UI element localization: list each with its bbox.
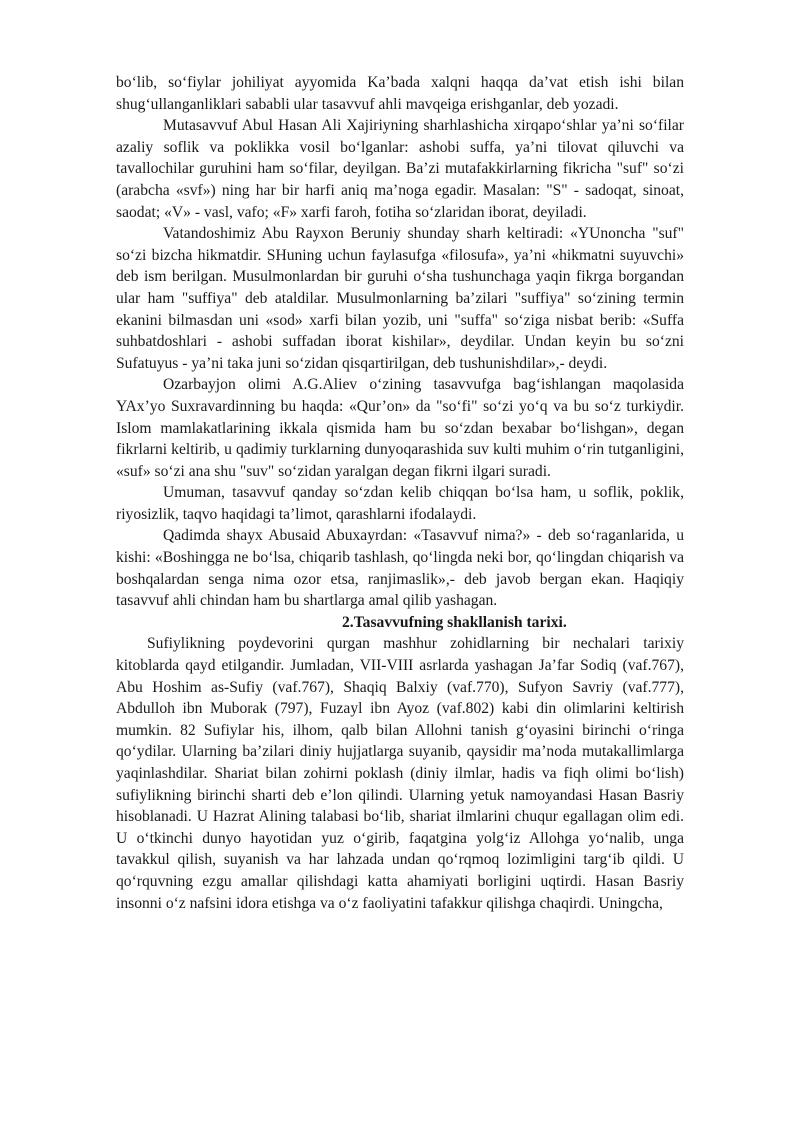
- paragraph-abusaid: Qadimda shayx Abusaid Abuxayrdan: «Tasavvuf nima?» - deb so‘raganlarida, u kishi: «Boshingga ne bo‘lsa, chiqarib tashlash, qo‘lingda neki bor, qo‘lingdan chiqarish va boshqalardan senga nima ozor etsa, ranjimaslik»,- deb javob bergan ekan. Haqiqiy tasavvuf ahli chindan ham bu shartlarga amal qilib yashagan.: [116, 527, 684, 610]
- paragraph-continuation: bo‘lib, so‘fiylar johiliyat ayyomida Ka’bada xalqni haqqa da’vat etish ishi bilan shug‘ullanganliklari sababli ular tasavvuf ahli mavqeiga erishganlar, deb yozadi.: [116, 74, 684, 113]
- paragraph-xajiriy: Mutasavvuf Abul Hasan Ali Xajiriyning sharhlashicha xirqapo‘shlar ya’ni so‘filar azaliy soflik va poklikka vosil bo‘lganlar: ashobi suffa, ya’ni tilovat qiluvchi va tavallochilar guruhini ham so‘filar, deyilgan. Ba’zi mutafakkirlarning fikricha "suf" so‘zi (arabcha «svf») ning har bir harfi aniq ma’noga egadir. Masalan: "S" - sadoqat, sinoat, saodat; «V» - vasl, vafo; «F» xarfi faroh, fotiha so‘zlaridan iborat, deyiladi.: [116, 117, 684, 221]
- section-heading: 2.Tasavvufning shakllanish tarixi.: [342, 613, 567, 631]
- paragraph-umuman: Umuman, tasavvuf qanday so‘zdan kelib chiqqan bo‘lsa ham, u soflik, poklik, riyosizlik, taqvo haqidagi ta’limot, qarashlarni ifodalaydi.: [116, 484, 684, 523]
- paragraph-aliev: Ozarbayjon olimi A.G.Aliev o‘zining tasavvufga bag‘ishlangan maqolasida YAx’yo Suxravardinning bu haqda: «Qur’on» da "so‘fi" so‘zi yo‘q va bu so‘z turkiydir. Islom mamlakatlarining ikkala qismida ham bu so‘zdan bexabar bo‘lishgan», degan fikrlarni keltirib, u qadimiy turklarning dunyoqarashida suv kulti muhim o‘rin tutganligini, «suf» so‘zi ana shu "suv" so‘zidan yaralgan degan fikrni ilgari suradi.: [116, 376, 684, 480]
- paragraph-history: Sufiylikning poydevorini qurgan mashhur zohidlarning bir nechalari tarixiy kitoblarda qayd etilgandir. Jumladan, VII-VIII asrlarda yashagan Ja’far Sodiq (vaf.767), Abu Hoshim as-Sufiy (vaf.767), Shaqiq Balxiy (vaf.770), Sufyon Savriy (vaf.777), Abdulloh ibn Muborak (797), Fuzayl ibn Ayoz (vaf.802) kabi din olimlarini keltirish mumkin. 82 Sufiylar his, ilhom, qalb bilan Allohni tanish g‘oyasini birinchi o‘ringa qo‘ydilar. Ularning ba’zilari diniy hujjatlarga suyanib, qaysidir ma’noda mutakallimlarga yaqinlashdilar. Shariat bilan zohirni poklash (diniy ilmlar, hadis va fiqh olimi bo‘lish) sufiylikning birinchi sharti deb e’lon qilindi. Ularning yetuk namoyandasi Hasan Basriy hisoblanadi. U Hazrat Alining talabasi bo‘lib, shariat ilmlarini chuqur egallagan olim edi. U o‘tkinchi dunyo hayotidan yuz o‘girib, faqatgina yolg‘iz Allohga yo‘nalib, unga tavakkul qilish, suyanish va har lahzada undan qo‘rqmoq lozimligini targ‘ib qildi. U qo‘rquvning ezgu amallar qilishdagi katta ahamiyati borligini uqtirdi. Hasan Basriy insonni o‘z nafsini idora etishga va o‘z faoliyatini tafakkur qilishga chaqirdi. Uningcha,: [116, 635, 684, 912]
- document-page: [116, 72, 684, 914]
- paragraph-beruniy: Vatandoshimiz Abu Rayxon Beruniy shunday sharh keltiradi: «YUnoncha "suf" so‘zi bizcha hikmatdir. SHuning uchun faylasufga «filosufa», ya’ni «hikmatni suyuvchi» deb ism berilgan. Musulmonlardan bir guruhi o‘sha tushunchaga yaqin fikrga borgandan ular ham "suffiya" deb ataldilar. Musulmonlarning ba’zilari "suffiya" so‘zining termin ekanini bilmasdan uni «sod» xarfi bilan yozib, uni "suffa" so‘ziga nisbat berib: «Suffa suhbatdoshlari - ashobi suffadan iborat kishilar», deydilar. Undan keyin bu so‘zni Sufatuyus - ya’ni taka juni so‘zidan qisqartirilgan, deb tushunishdilar»,- deydi.: [116, 225, 684, 372]
